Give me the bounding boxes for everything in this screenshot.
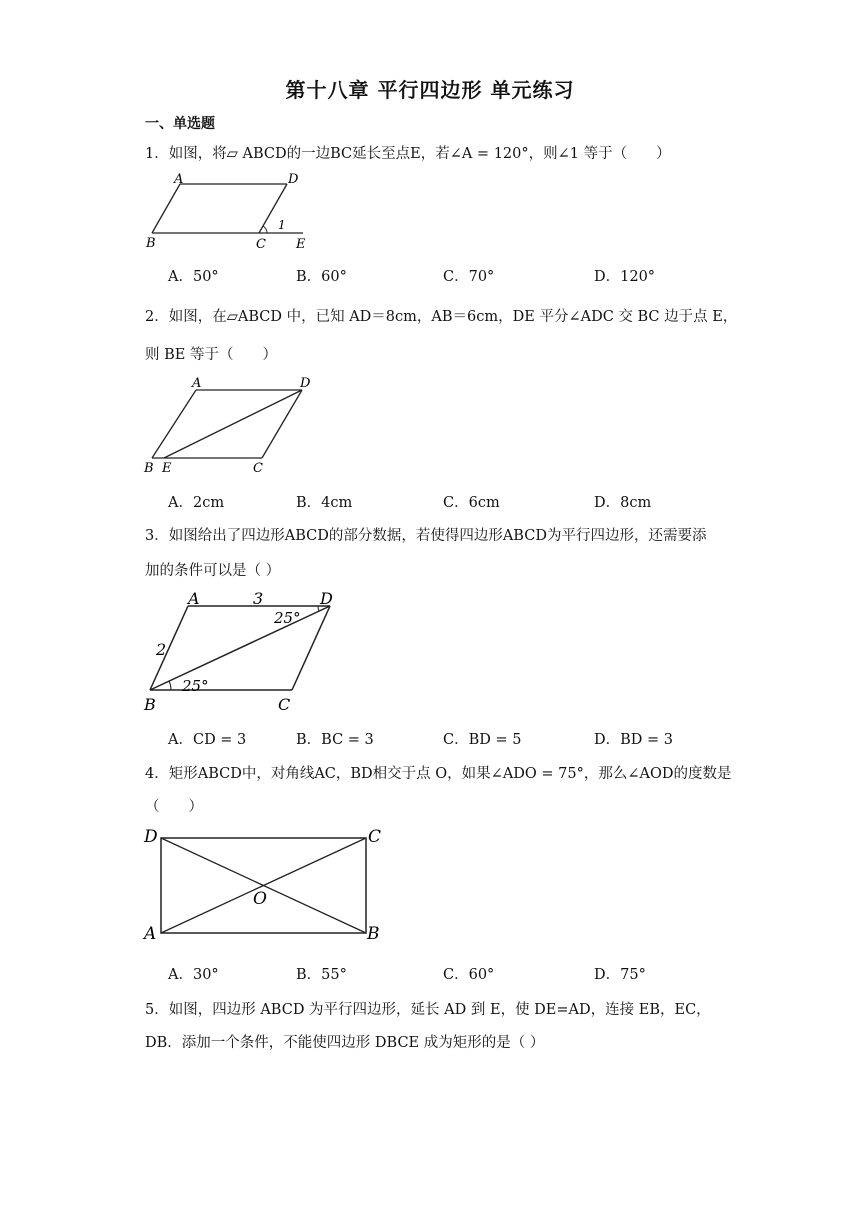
question-4-figure bbox=[140, 822, 390, 947]
q4-option-d[interactable]: D．75° bbox=[594, 967, 646, 983]
q3-angle-d: 25° bbox=[274, 609, 301, 627]
q3-side-ad: 3 bbox=[253, 589, 264, 608]
q2-option-d[interactable]: D．8cm bbox=[594, 495, 652, 511]
question-3-text-line-1: 3．如图给出了四边形ABCD的部分数据，若使得四边形ABCD为平行四边形，还需要添 bbox=[145, 528, 707, 544]
question-1-figure bbox=[140, 168, 320, 253]
q1-option-b[interactable]: B．60° bbox=[296, 269, 347, 285]
question-3-text-line-2: 加的条件可以是（ ） bbox=[145, 563, 281, 579]
page-title: 第十八章 平行四边形 单元练习 bbox=[285, 78, 575, 102]
q4-option-c[interactable]: C．60° bbox=[443, 967, 495, 983]
q3-angle-b: 25° bbox=[182, 677, 209, 695]
q4-option-a[interactable]: A．30° bbox=[168, 967, 219, 983]
section-heading: 一、单选题 bbox=[145, 116, 215, 132]
question-2-text-line-1: 2．如图，在▱ABCD 中，已知 AD＝8cm，AB＝6cm，DE 平分∠ADC 交 BC 边于点 E， bbox=[145, 309, 738, 325]
question-1-text: 1．如图，将▱ ABCD的一边BC延长至点E，若∠A = 120°，则∠1 等于（ ） bbox=[145, 146, 671, 162]
q4-label-o: O bbox=[253, 889, 267, 909]
question-2-figure bbox=[140, 372, 320, 477]
q3-label-b: B bbox=[144, 695, 156, 714]
q4-label-c: C bbox=[368, 827, 382, 847]
q3-side-ab: 2 bbox=[156, 640, 167, 659]
q1-option-d[interactable]: D．120° bbox=[594, 269, 656, 285]
q2-option-c[interactable]: C．6cm bbox=[443, 495, 500, 511]
q2-option-b[interactable]: B．4cm bbox=[296, 495, 353, 511]
q2-label-a: A bbox=[192, 376, 202, 391]
question-4-text-line-1: 4．矩形ABCD中，对角线AC，BD相交于点 O，如果∠ADO = 75°，那么∠AOD的度数是 bbox=[145, 766, 732, 782]
q1-label-e: E bbox=[296, 237, 306, 252]
q4-label-d: D bbox=[144, 827, 158, 847]
q3-label-a: A bbox=[188, 589, 200, 608]
q2-label-b: B bbox=[144, 461, 154, 476]
question-5-text-line-1: 5．如图，四边形 ABCD 为平行四边形，延长 AD 到 E，使 DE=AD，连接 EB，EC， bbox=[145, 1002, 711, 1018]
q1-angle-label: 1 bbox=[278, 218, 286, 232]
q3-option-d[interactable]: D．BD = 3 bbox=[594, 732, 673, 748]
q1-label-c: C bbox=[256, 237, 266, 252]
question-2-text-line-2: 则 BE 等于（ ） bbox=[145, 347, 277, 363]
q4-label-b: B bbox=[367, 924, 380, 944]
question-3-figure bbox=[140, 586, 350, 716]
q1-option-a[interactable]: A．50° bbox=[168, 269, 219, 285]
q2-label-c: C bbox=[253, 461, 263, 476]
q1-option-c[interactable]: C．70° bbox=[443, 269, 495, 285]
q4-option-b[interactable]: B．55° bbox=[296, 967, 347, 983]
q3-option-a[interactable]: A．CD = 3 bbox=[168, 732, 247, 748]
q1-label-b: B bbox=[146, 236, 156, 251]
q3-option-b[interactable]: B．BC = 3 bbox=[296, 732, 374, 748]
q1-label-d: D bbox=[288, 172, 299, 187]
q3-label-c: C bbox=[278, 695, 291, 714]
q2-option-a[interactable]: A．2cm bbox=[168, 495, 225, 511]
q2-label-d: D bbox=[300, 376, 311, 391]
q4-label-a: A bbox=[144, 924, 157, 944]
q1-label-a: A bbox=[174, 172, 184, 187]
question-5-text-line-2: DB．添加一个条件，不能使四边形 DBCE 成为矩形的是（ ） bbox=[145, 1035, 545, 1051]
q2-label-e: E bbox=[162, 461, 172, 476]
q3-label-d: D bbox=[320, 589, 333, 608]
question-4-text-line-2: （ ） bbox=[145, 799, 203, 815]
q3-option-c[interactable]: C．BD = 5 bbox=[443, 732, 522, 748]
